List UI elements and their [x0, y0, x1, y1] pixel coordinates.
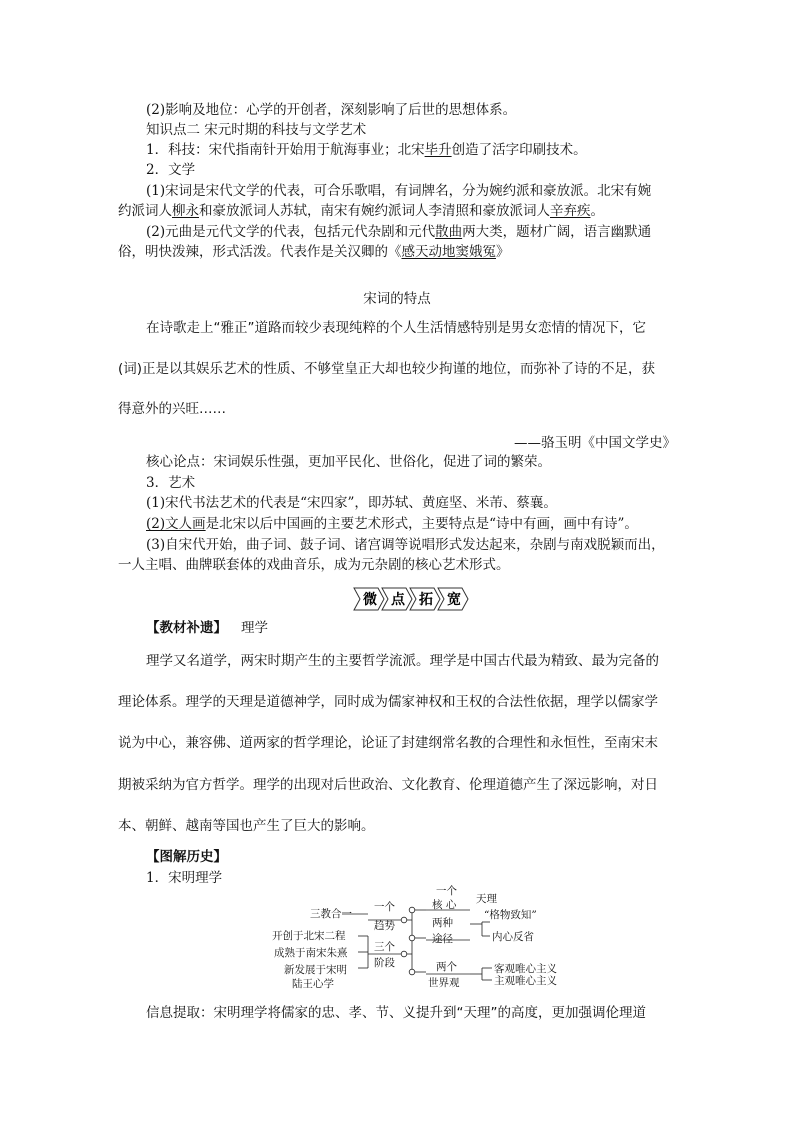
quote-line: (词)正是以其娱乐艺术的性质、不够堂皇正大却也较少拘谨的地位，而弥补了诗的不足，获 — [118, 361, 656, 377]
diagram-label: 核 心 — [432, 899, 457, 911]
paragraph: 本、朝鲜、越南等国也产生了巨大的影响。 — [118, 818, 375, 834]
paragraph: 理论体系。理学的天理是道德神学，同时成为儒家神权和王权的合法性依据，理学以儒家学 — [118, 694, 658, 710]
diagram-label: 客观唯心主义 — [494, 963, 557, 975]
diagram-label: 趋势 — [374, 920, 395, 932]
diagram-label: 主观唯心主义 — [494, 975, 557, 987]
paragraph: (2)影响及地位：心学的开创者，深刻影响了后世的思想体系。 — [146, 102, 517, 118]
box-title: 宋词的特点 — [363, 291, 431, 307]
paragraph: 理学又名道学，两宋时期产生的主要哲学流派。理学是中国古代最为精致、最为完备的 — [146, 653, 659, 669]
banner-char: 宽 — [447, 592, 461, 608]
diagram-tag: 【图解历史】 — [146, 849, 227, 865]
paragraph: (2)元曲是元代文学的代表，包括元代杂剧和元代散曲两大类，题材广阔，语言幽默通 — [146, 224, 652, 240]
diagram-label: 三教合一 — [310, 908, 352, 920]
banner-char: 拓 — [419, 592, 433, 608]
paragraph: (3)自宋代开始，曲子词、鼓子词、诸宫调等说唱形式发达起来，杂剧与南戏脱颖而出， — [146, 537, 665, 553]
paragraph: 俗，明快泼辣，形式活泼。代表作是关汉卿的《感天动地窦娥冤》 — [118, 244, 510, 260]
paragraph: (1)宋词是宋代文学的代表，可合乐歌唱，有词牌名，分为婉约派和豪放派。北宋有婉 — [146, 183, 652, 199]
subheading: 2．文学 — [146, 162, 196, 178]
diagram-label: 一个 — [374, 901, 395, 913]
section-heading: 知识点二 宋元时期的科技与文学艺术 — [146, 122, 367, 138]
diagram-label: 两种 — [432, 917, 453, 929]
diagram-label: 一个 — [436, 885, 457, 897]
paragraph: (1)宋代书法艺术的代表是“宋四家”，即苏轼、黄庭坚、米芾、蔡襄。 — [146, 495, 557, 511]
diagram-label: 开创于北宋二程 — [272, 930, 346, 942]
paragraph: 约派词人柳永和豪放派词人苏轼，南宋有婉约派词人李清照和豪放派词人辛弃疾。 — [118, 203, 604, 219]
diagram-label: 两个 — [436, 961, 457, 973]
paragraph: 1．科技：宋代指南针开始用于航海事业；北宋毕升创造了活字印刷技术。 — [146, 142, 587, 158]
paragraph: (2)文人画是北宋以后中国画的主要艺术形式，主要特点是“诗中有画，画中有诗”。 — [146, 516, 638, 532]
diagram-label: 天理 — [476, 893, 497, 905]
diagram-label: 世界观 — [428, 977, 460, 989]
diagram-label: 成熟于南宋朱熹 — [274, 947, 348, 959]
paragraph: 期被采纳为官方哲学。理学的出现对后世政治、文化教育、伦理道德产生了深远影响，对日 — [118, 777, 658, 793]
diagram-label: 阶段 — [374, 957, 395, 969]
diagram-label: 途径 — [432, 933, 453, 945]
banner-char: 点 — [391, 592, 405, 608]
diagram-label: 陆王心学 — [292, 978, 334, 990]
quote-line: 得意外的兴旺…… — [118, 401, 226, 417]
subheading: 3．艺术 — [146, 475, 196, 491]
diagram-label: 三个 — [374, 941, 395, 953]
subheading: 1．宋明理学 — [146, 870, 223, 886]
banner — [352, 586, 470, 612]
diagram-label: 内心反省 — [492, 931, 534, 943]
supplement-tag: 【教材补遗】 理学 — [146, 620, 268, 636]
info-extract: 信息提取：宋明理学将儒家的忠、孝、节、义提升到“天理”的高度，更加强调伦理道 — [146, 1005, 646, 1021]
paragraph: 说为中心，兼容佛、道两家的哲学理论，论证了封建纲常名教的合理性和永恒性，至南宋末 — [118, 735, 658, 751]
quote-line: 在诗歌走上“雅正”道路而较少表现纯粹的个人生活情感特别是男女恋情的情况下，它 — [146, 320, 646, 336]
diagram-label: 新发展于宋明 — [284, 964, 347, 976]
diagram-label: “格物致知” — [484, 909, 537, 921]
core-point: 核心论点：宋词娱乐性强，更加平民化、世俗化，促进了词的繁荣。 — [146, 454, 551, 470]
quote-source: ——骆玉明《中国文学史》 — [514, 435, 676, 451]
neo-confucianism-diagram — [270, 880, 570, 990]
banner-char: 微 — [363, 592, 377, 608]
paragraph: 一人主唱、曲牌联套体的戏曲音乐，成为元杂剧的核心艺术形式。 — [118, 557, 510, 573]
